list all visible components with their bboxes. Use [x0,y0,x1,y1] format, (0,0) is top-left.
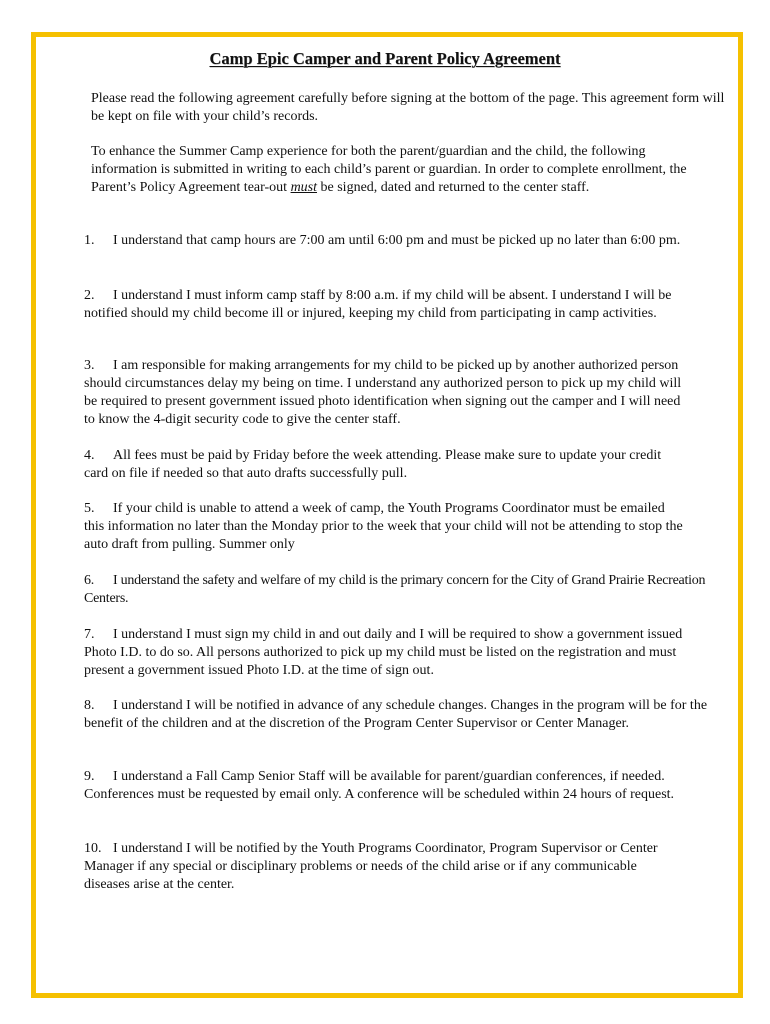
policy-item-5: 5. If your child is unable to attend a week of camp, the Youth Programs Coordinator must be emailed this information no later than the Monday prior to the week that your child will not be attending to stop the auto draft from pulling. Summer only [84,501,683,552]
policy-item-1: 1. I understand that camp hours are 7:00 am until 6:00 pm and must be picked up no later than 6:00 pm. [84,233,681,248]
must-emphasis: must [290,180,318,195]
policy-item-7: 7. I understand I must sign my child in and out daily and I will be required to show a government issued Photo I.D. to do so. All persons authorized to pick up my child must be listed on the registration and must present a government issued Photo I.D. at the time of sign out. [84,627,683,678]
document-title: Camp Epic Camper and Parent Policy Agreement [209,49,561,68]
intro-paragraph-2: To enhance the Summer Camp experience for both the parent/guardian and the child, the following information is submitted in writing to each child’s parent or guardian. In order to complete enrollment, the Parent’s Policy Agreement tear-out must be signed, dated and returned to the center staff. [91,144,687,195]
policy-item-3: 3. I am responsible for making arrangements for my child to be picked up by another authorized person should circumstances delay my being on time. I understand any authorized person to pick up my child will be required to present government issued photo identification when signing out the camper and I will need to know the 4-digit security code to give the center staff. [84,358,682,427]
policy-item-2: 2. I understand I must inform camp staff by 8:00 a.m. if my child will be absent. I understand I will be notified should my child become ill or injured, keeping my child from participating in camp activities. [84,288,672,321]
policy-item-4: 4. All fees must be paid by Friday before the week attending. Please make sure to update your credit card on file if needed so that auto drafts successfully pull. [84,448,662,481]
intro-paragraph-1: Please read the following agreement carefully before signing at the bottom of the page. This agreement form will be kept on file with your child’s records. [91,91,725,124]
policy-item-8: 8. I understand I will be notified in advance of any schedule changes. Changes in the program will be for the benefit of the children and at the discretion of the Program Center Supervisor or Center Manager. [84,698,708,731]
policy-item-10: 10. I understand I will be notified by the Youth Programs Coordinator, Program Supervisor or Center Manager if any special or disciplinary problems or needs of the child arise or if any communicable diseases arise at the center. [84,841,658,892]
policy-item-6: 6. I understand the safety and welfare of my child is the primary concern for the City of Grand Prairie Recreation Centers. [84,573,706,606]
policy-item-9: 9. I understand a Fall Camp Senior Staff will be available for parent/guardian conferences, if needed. Conferences must be requested by email only. A conference will be scheduled within 24 hours of request. [84,769,675,802]
